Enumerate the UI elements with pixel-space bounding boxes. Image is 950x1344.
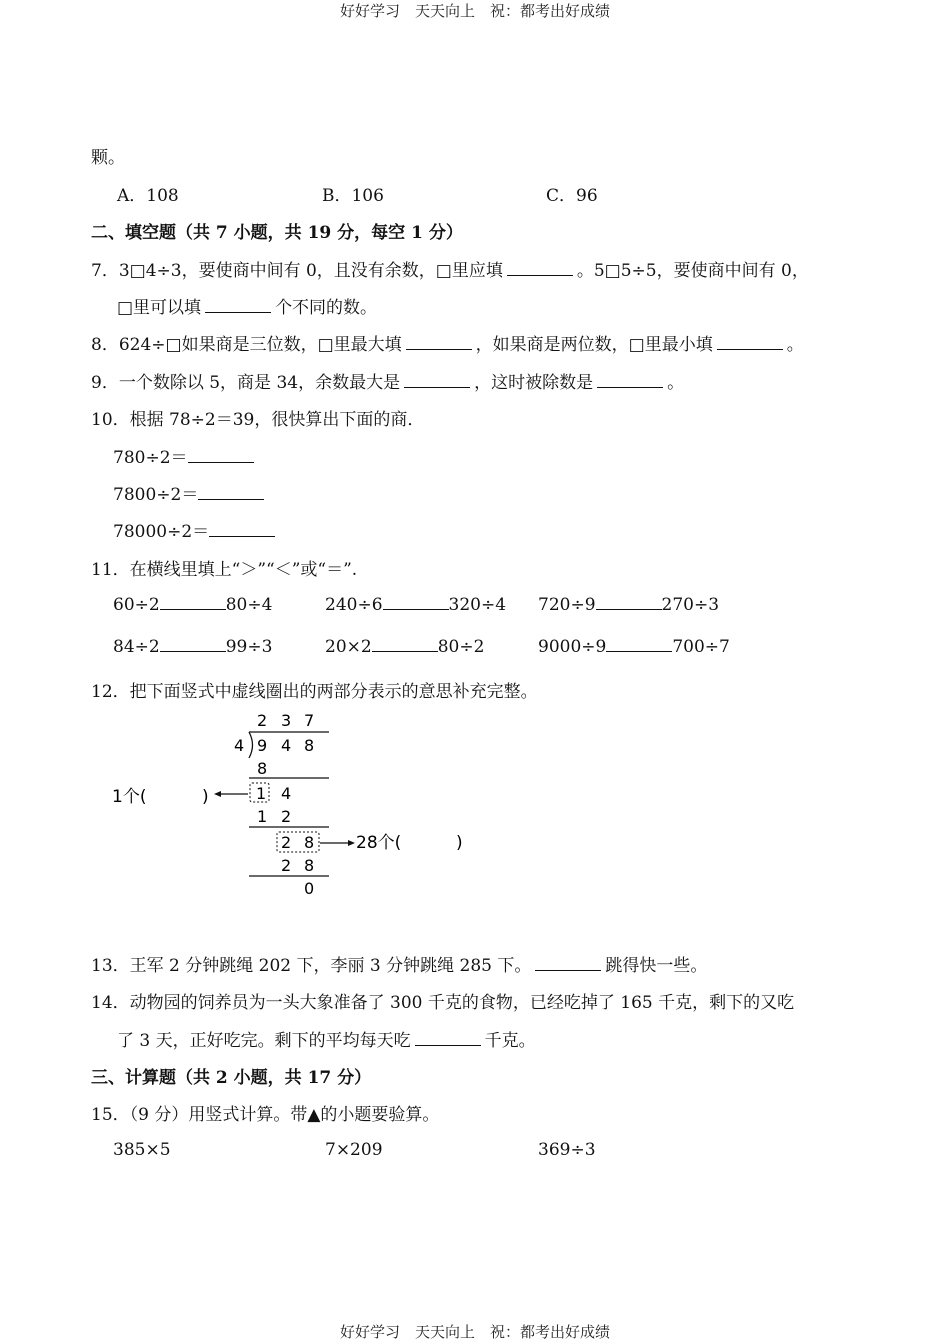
- q14-text-a: 了 3 天，正好吃完。剩下的平均每天吃: [117, 1031, 411, 1051]
- question-10-title: 10．根据 78÷2＝39，很快算出下面的商．: [91, 410, 425, 430]
- q15-item-1: 385×5: [113, 1140, 171, 1160]
- q10-item-2: 7800÷2＝: [113, 480, 264, 505]
- q11-compare-4: 84÷2 99÷3: [113, 637, 273, 657]
- question-8: [91, 330, 804, 355]
- q10-blank-1[interactable]: [188, 448, 254, 463]
- step-digit: 2: [281, 856, 292, 875]
- step-digit: 8: [304, 833, 315, 852]
- q10-item-3: 78000÷2＝: [113, 517, 275, 542]
- label-right-close: ): [456, 833, 463, 853]
- question-7-line2: [117, 293, 377, 318]
- question-12-title: 12．把下面竖式中虚线圈出的两部分表示的意思补充完整。: [91, 682, 538, 702]
- question-14-line2: [117, 1026, 536, 1051]
- question-9: [91, 368, 684, 393]
- option-a: A．108: [117, 186, 179, 206]
- quotient-digit: 3: [281, 711, 292, 730]
- question-11-title: 11．在横线里填上“＞”“＜”或“＝”.: [91, 560, 358, 580]
- arrow-left-icon: [214, 791, 221, 797]
- q10-item-1: 780÷2＝: [113, 443, 254, 468]
- q13-blank[interactable]: [535, 956, 601, 971]
- divisor: 4: [234, 736, 245, 755]
- q15-item-2: 7×209: [325, 1140, 383, 1160]
- option-c: C．96: [546, 186, 598, 206]
- q8-text-a: 8．624÷□如果商是三位数，□里最大填: [91, 335, 402, 355]
- q11-compare-2: 240÷6 320÷4: [325, 595, 507, 615]
- q11-compare-5: 20×2 80÷2: [325, 637, 485, 657]
- q15-item-3: 369÷3: [538, 1140, 596, 1160]
- quotient-digit: 2: [257, 711, 268, 730]
- step-digit: 4: [281, 784, 292, 803]
- division-bracket: [249, 732, 253, 758]
- dividend-digit: 8: [304, 736, 315, 755]
- q9-blank-1[interactable]: [404, 373, 470, 388]
- q11-blank-1[interactable]: [160, 595, 226, 610]
- q10-blank-3[interactable]: [209, 522, 275, 537]
- step-digit: 2: [281, 833, 292, 852]
- q9-blank-2[interactable]: [597, 373, 663, 388]
- q7-text-c: □里可以填: [117, 298, 202, 318]
- dividend-digit: 9: [257, 736, 268, 755]
- carryover-text: 颗。: [91, 148, 125, 168]
- q14-blank[interactable]: [415, 1031, 481, 1046]
- step-digit: 1: [256, 784, 267, 803]
- q13-text-a: 13．王军 2 分钟跳绳 202 下，李丽 3 分钟跳绳 285 下。: [91, 956, 532, 976]
- q10-blank-2[interactable]: [198, 485, 264, 500]
- q11-compare-1: 60÷2 80÷4: [113, 595, 273, 615]
- q11-blank-4[interactable]: [160, 637, 226, 652]
- q11-blank-2[interactable]: [383, 595, 449, 610]
- question-13: [91, 951, 707, 976]
- label-left-close: ): [202, 787, 209, 807]
- q9-text-b: ，这时被除数是: [474, 373, 594, 393]
- label-right: 28个(: [356, 833, 402, 853]
- q7-blank-2[interactable]: [205, 298, 271, 313]
- q11-compare-6: 9000÷9 700÷7: [538, 637, 730, 657]
- step-digit: 1: [257, 807, 268, 826]
- q8-blank-2[interactable]: [717, 335, 783, 350]
- q13-text-b: 跳得快一些。: [605, 956, 708, 976]
- q11-blank-5[interactable]: [372, 637, 438, 652]
- q8-text-b: ，如果商是两位数，□里最小填: [475, 335, 713, 355]
- q7-blank-1[interactable]: [507, 261, 573, 276]
- quotient-digit: 7: [304, 711, 315, 730]
- q11-blank-6[interactable]: [606, 637, 672, 652]
- q11-blank-3[interactable]: [596, 595, 662, 610]
- question-7-line1: [91, 256, 809, 281]
- q14-text-b: 千克。: [484, 1031, 536, 1051]
- q8-text-c: 。: [786, 335, 804, 355]
- step-digit: 8: [304, 856, 315, 875]
- section-2-title: 二、填空题（共 7 小题，共 19 分，每空 1 分）: [91, 223, 463, 243]
- label-left: 1个(: [112, 787, 147, 807]
- dividend-digit: 4: [281, 736, 292, 755]
- page-footer: 好好学习 天天向上 祝：都考出好成绩: [339, 1323, 610, 1341]
- step-digit: 2: [281, 807, 292, 826]
- q7-text-d: 个不同的数。: [275, 298, 378, 318]
- question-15-title: 15．（9 分）用竖式计算。带▲的小题要验算。: [91, 1105, 440, 1125]
- remainder: 0: [304, 879, 315, 898]
- section-3-title: 三、计算题（共 2 小题，共 17 分）: [91, 1068, 372, 1088]
- q7-text-a: 7．3□4÷3，要使商中间有 0，且没有余数，□里应填: [91, 261, 503, 281]
- q7-text-b: 。5□5÷5，要使商中间有 0，: [576, 261, 809, 281]
- q9-text-c: 。: [667, 373, 685, 393]
- question-14-line1: 14．动物园的饲养员为一头大象准备了 300 千克的食物，已经吃掉了 165 千克，剩下的又吃: [91, 993, 795, 1013]
- step-digit: 8: [257, 759, 268, 778]
- page-header: 好好学习 天天向上 祝：都考出好成绩: [339, 2, 610, 20]
- arrow-right-icon: [348, 840, 355, 846]
- q9-text-a: 9．一个数除以 5，商是 34，余数最大是: [91, 373, 401, 393]
- long-division-figure: [100, 705, 500, 905]
- q8-blank-1[interactable]: [406, 335, 472, 350]
- q11-compare-3: 720÷9 270÷3: [538, 595, 720, 615]
- option-b: B．106: [322, 186, 384, 206]
